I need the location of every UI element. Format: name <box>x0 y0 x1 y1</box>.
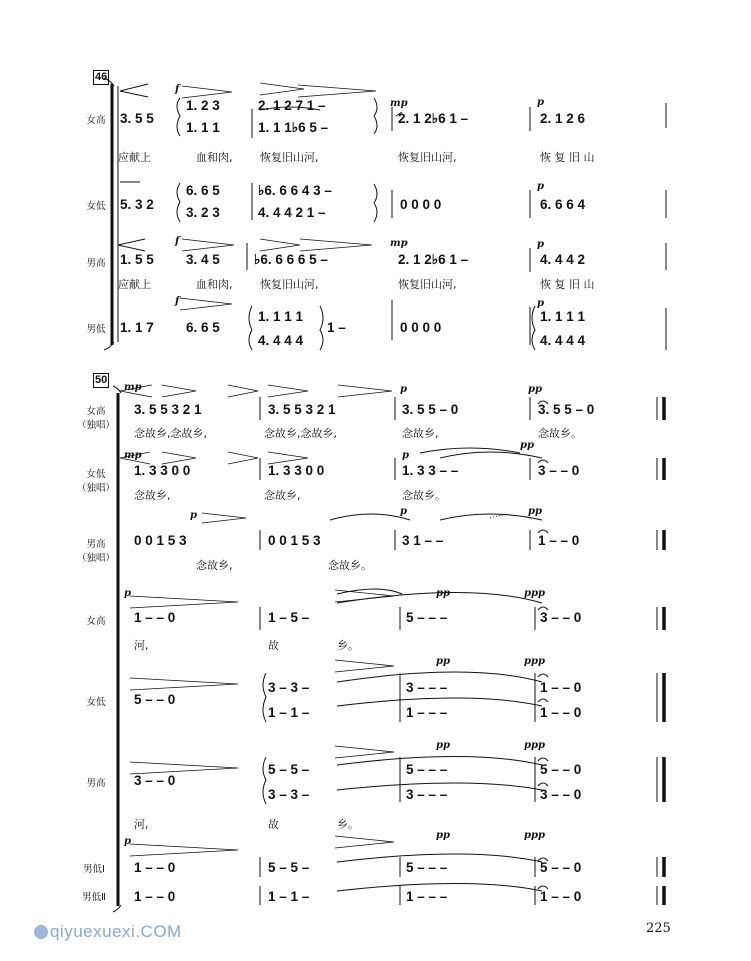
lyric: 故 <box>268 818 279 831</box>
lyric: 乡。 <box>337 818 359 831</box>
dynamic-marking: p <box>537 97 544 108</box>
lyric: 应献上 <box>118 278 151 291</box>
part-label-line: 男高 <box>86 539 106 550</box>
part-label-line: 女低 <box>86 469 106 480</box>
note-group: 4. 4 4 2 <box>540 252 586 267</box>
lyric: 恢复旧山河, <box>398 151 457 164</box>
note-group: 3. 5 5 <box>120 111 154 126</box>
note-group: 3 – – 0 <box>538 463 580 478</box>
dynamic-marking: pp <box>528 506 542 517</box>
dynamic-marking: pp <box>436 830 450 841</box>
lyric: 恢 复 旧 山 <box>540 278 595 291</box>
note-group: 1 – 1 – <box>268 705 310 720</box>
note-group: 1 – <box>327 320 346 335</box>
part-label-tenor: 男高 <box>86 778 106 789</box>
part-label-soprano: 女高 <box>86 115 106 126</box>
note-group: 2. 1 2♭6 1 – <box>398 252 469 267</box>
note-group: 5 – – – <box>406 610 448 625</box>
note-group: 6. 6 5 <box>186 320 220 335</box>
note-group: 0 0 0 0 <box>400 320 442 335</box>
note-group: 5. 3 2 <box>120 197 154 212</box>
note-group: 1. 3 3 – – <box>402 463 459 478</box>
part-label-alto: 女低 <box>86 201 106 212</box>
dynamic-marking: ppp <box>524 740 545 751</box>
part-label-bass-1: 男低Ⅰ <box>83 864 105 875</box>
logo-icon <box>34 925 48 939</box>
part-label-bass: 男低 <box>86 324 106 335</box>
dynamic-marking: p <box>537 181 544 192</box>
dynamic-marking: p <box>400 384 407 395</box>
dynamic-marking: mp <box>124 450 142 461</box>
lyric: 故 <box>268 639 279 652</box>
note-group: 1 – 1 – <box>268 889 310 904</box>
note-group: 4. 4 4 2 1 – <box>258 205 326 220</box>
dynamic-marking: p <box>400 506 407 517</box>
lyric: 血和肉, <box>196 278 233 291</box>
dynamic-marking: pp <box>528 384 542 395</box>
part-label-line: （独唱） <box>76 553 115 564</box>
note-group: 1. 2 3 <box>186 98 220 113</box>
note-group: 4. 4 4 4 <box>540 333 586 348</box>
note-group: 1. 3 3 0 0 <box>268 463 325 478</box>
dynamic-marking: mp <box>390 238 408 249</box>
note-group: 3 – – 0 <box>540 610 582 625</box>
note-group: 1. 5 5 <box>120 252 154 267</box>
part-label-alto-solo <box>76 466 116 494</box>
dynamic-marking: ppp <box>524 830 545 841</box>
note-group: 1 – – 0 <box>134 860 176 875</box>
note-group: 0 0 1 5 3 <box>134 533 187 548</box>
note-group: 1 – – 0 <box>538 533 580 548</box>
note-group: 5 – – 0 <box>134 692 176 707</box>
measure-number-46: 46 <box>95 71 108 83</box>
watermark-logo <box>34 922 182 942</box>
part-label-line: （独唱） <box>76 420 115 431</box>
lyric: 乡。 <box>337 639 359 652</box>
dynamic-marking: p <box>190 510 197 521</box>
lyric: 念故乡, <box>264 489 301 502</box>
note-group: 1. 1 1 <box>186 120 220 135</box>
dynamic-marking: pp <box>436 588 450 599</box>
dynamic-marking: f <box>175 84 180 95</box>
note-group: 5 – 5 – <box>268 860 310 875</box>
dynamic-marking: mp <box>390 98 408 109</box>
note-group: 1. 1 1 1 <box>258 309 304 324</box>
note-group: 2. 1 2 7 1 – <box>258 98 326 113</box>
lyric: 念故乡, <box>134 489 171 502</box>
dynamic-marking: pp <box>520 440 534 451</box>
note-group: 3 – – – <box>406 680 448 695</box>
note-group: 6. 6 5 <box>186 183 220 198</box>
note-group: 3. 2 3 <box>186 205 220 220</box>
lyric: 河, <box>134 639 149 652</box>
note-group: 5 – – – <box>406 762 448 777</box>
note-group: 1 – 5 – <box>268 610 310 625</box>
lyric: 念故乡, <box>402 427 439 440</box>
lyric: 血和肉, <box>196 151 233 164</box>
part-label-tenor-solo <box>76 536 116 564</box>
note-group: 0 0 0 0 <box>400 197 442 212</box>
note-group: 5 – 5 – <box>268 762 310 777</box>
part-label-soprano-solo <box>76 403 116 431</box>
note-group: 3. 5 5 3 2 1 <box>268 402 336 417</box>
note-group: 3 – 3 – <box>268 680 310 695</box>
note-group: 3. 5 5 – 0 <box>538 402 595 417</box>
page-number: 225 <box>646 921 671 932</box>
note-group: 1. 1 7 <box>120 320 154 335</box>
dynamic-marking: p <box>124 588 131 599</box>
lyric: 念故乡。 <box>328 559 372 572</box>
note-group: 1. 1 1 1 <box>540 309 586 324</box>
watermark-text: qiyuexuexi.COM <box>50 922 182 941</box>
lyric: 恢 复 旧 山 <box>540 151 595 164</box>
dynamic-marking: p <box>402 450 409 461</box>
lyric: 念故乡。 <box>402 489 446 502</box>
note-group: 3. 4 5 <box>186 252 220 267</box>
note-group: 5 – – 0 <box>540 762 582 777</box>
lyric: 念故乡。 <box>538 427 582 440</box>
dynamic-marking: p <box>537 239 544 250</box>
note-group: 6. 6 6 4 <box>540 197 586 212</box>
note-group: 4. 4 4 4 <box>258 333 304 348</box>
lyric: 恢复旧山河, <box>260 151 319 164</box>
dynamic-marking: ppp <box>524 656 545 667</box>
note-group: 1 – – – <box>406 705 448 720</box>
lyric: 恢复旧山河, <box>398 278 457 291</box>
lyric: 念故乡, <box>196 559 233 572</box>
lyric: 河, <box>134 818 149 831</box>
note-group: 1 – – 0 <box>134 610 176 625</box>
part-label-bass-2: 男低Ⅱ <box>82 892 106 903</box>
dynamic-marking: f <box>175 296 180 307</box>
note-group: 1 – – 0 <box>134 889 176 904</box>
note-group: 3 – – 0 <box>540 787 582 802</box>
part-label-tenor: 男高 <box>86 258 106 269</box>
note-group: 3 – – – <box>406 787 448 802</box>
note-group: 5 – – – <box>406 860 448 875</box>
note-group: 1 – – – <box>406 889 448 904</box>
note-group: 1. 1 1♭6 5 – <box>258 120 329 135</box>
note-group: 3 – 3 – <box>268 787 310 802</box>
dynamic-marking: pp <box>436 656 450 667</box>
dynamic-marking: f <box>175 236 180 247</box>
part-label-line: 女高 <box>86 406 106 417</box>
note-group: 2. 1 2♭6 1 – <box>398 111 469 126</box>
note-group: 1 – – 0 <box>540 889 582 904</box>
lyric: 念故乡,念故乡, <box>134 427 207 440</box>
lyric: 念故乡,念故乡, <box>264 427 337 440</box>
note-group: 5 – – 0 <box>540 860 582 875</box>
part-label-alto: 女低 <box>86 697 106 708</box>
note-group: 0 0 1 5 3 <box>268 533 321 548</box>
note-group: 1. 3 3 0 0 <box>134 463 191 478</box>
note-group: 1 – – 0 <box>540 680 582 695</box>
note-group: 3 1 – – <box>402 533 444 548</box>
dynamic-marking: p <box>124 836 131 847</box>
note-group: 3. 5 5 3 2 1 <box>134 402 202 417</box>
part-label-line: （独唱） <box>76 483 115 494</box>
note-group: 2. 1 2 6 <box>540 111 586 126</box>
dynamic-marking: mp <box>124 382 142 393</box>
lyric: 恢复旧山河, <box>260 278 319 291</box>
dynamic-marking: ppp <box>524 588 545 599</box>
part-label-soprano: 女高 <box>86 616 106 627</box>
note-group: ♭6. 6 6 6 5 – <box>254 252 328 267</box>
note-group: 3 – – 0 <box>134 773 176 788</box>
note-group: 3. 5 5 – 0 <box>402 402 459 417</box>
dynamic-marking: pp <box>436 740 450 751</box>
dynamic-marking: p <box>537 298 544 309</box>
note-group: ♭6. 6 6 4 3 – <box>258 183 332 198</box>
lyric: 应献上 <box>118 151 151 164</box>
note-group: 1 – – 0 <box>540 705 582 720</box>
measure-number-50: 50 <box>95 374 108 386</box>
